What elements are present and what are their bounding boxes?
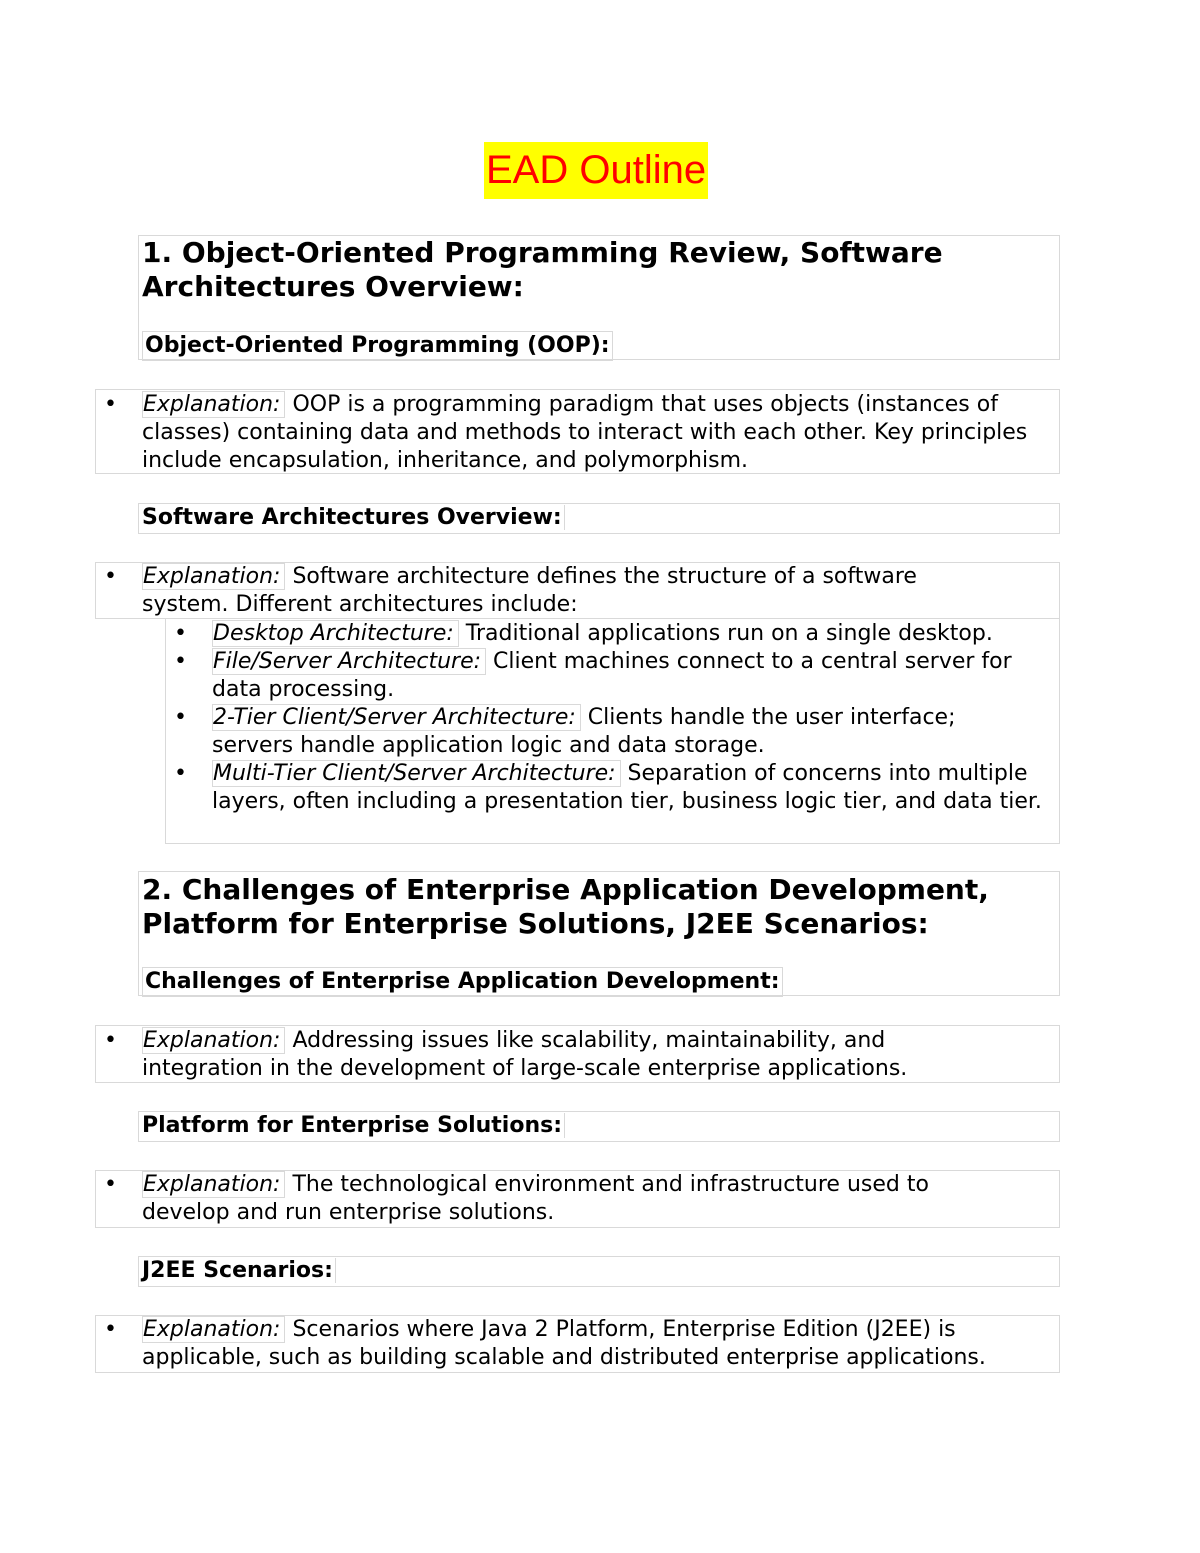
challenges-heading: Challenges of Enterprise Application Development: [142,967,783,997]
section1-heading: 1. Object-Oriented Programming Review, Software Architectures Overview: [142,236,943,303]
arch-item-file-server: File/Server Architecture: Client machines connect to a central server for data processing. [212,649,1012,702]
page-title: EAD Outline [484,142,708,199]
bullet-icon: • [104,1172,117,1197]
bullet-icon: • [174,761,187,786]
bullet-icon: • [104,1028,117,1053]
challenges-explanation: Explanation: Addressing issues like scalability, maintainability, and integration in the development of large-scale enterprise applications. [142,1028,908,1081]
bullet-icon: • [104,1317,117,1342]
bullet-icon: • [174,649,187,674]
section2-heading: 2. Challenges of Enterprise Application Development, Platform for Enterprise Solutions, J2EE Scenarios: [142,873,989,940]
bullet-icon: • [174,705,187,730]
j2ee-explanation: Explanation: Scenarios where Java 2 Platform, Enterprise Edition (J2EE) is applicable, such as building scalable and distributed enterprise applications. [142,1317,986,1370]
arch-explanation: Explanation: Software architecture defines the structure of a software system. Different architectures include: [142,564,917,617]
arch-item-multitier: Multi-Tier Client/Server Architecture: Separation of concerns into multiple layers, often including a presentation tier, business logic tier, and data tier. [212,761,1042,814]
platform-explanation: Explanation: The technological environment and infrastructure used to develop and run enterprise solutions. [142,1172,929,1225]
oop-heading: Object-Oriented Programming (OOP): [142,331,613,361]
arch-heading: Software Architectures Overview: [142,504,565,532]
oop-explanation: Explanation: OOP is a programming paradigm that uses objects (instances of classes) containing data and methods to interact with each other. Key principles include encapsulation, inheritance, and polymorphism. [142,392,1028,473]
bullet-icon: • [174,621,187,646]
arch-item-2tier: 2-Tier Client/Server Architecture: Clients handle the user interface; servers handle application logic and data storage. [212,705,956,758]
arch-item-desktop: Desktop Architecture: Traditional applications run on a single desktop. [213,621,993,646]
platform-heading: Platform for Enterprise Solutions: [142,1112,565,1140]
bullet-icon: • [104,392,117,417]
bullet-icon: • [104,564,117,589]
j2ee-heading: J2EE Scenarios: [142,1257,336,1285]
